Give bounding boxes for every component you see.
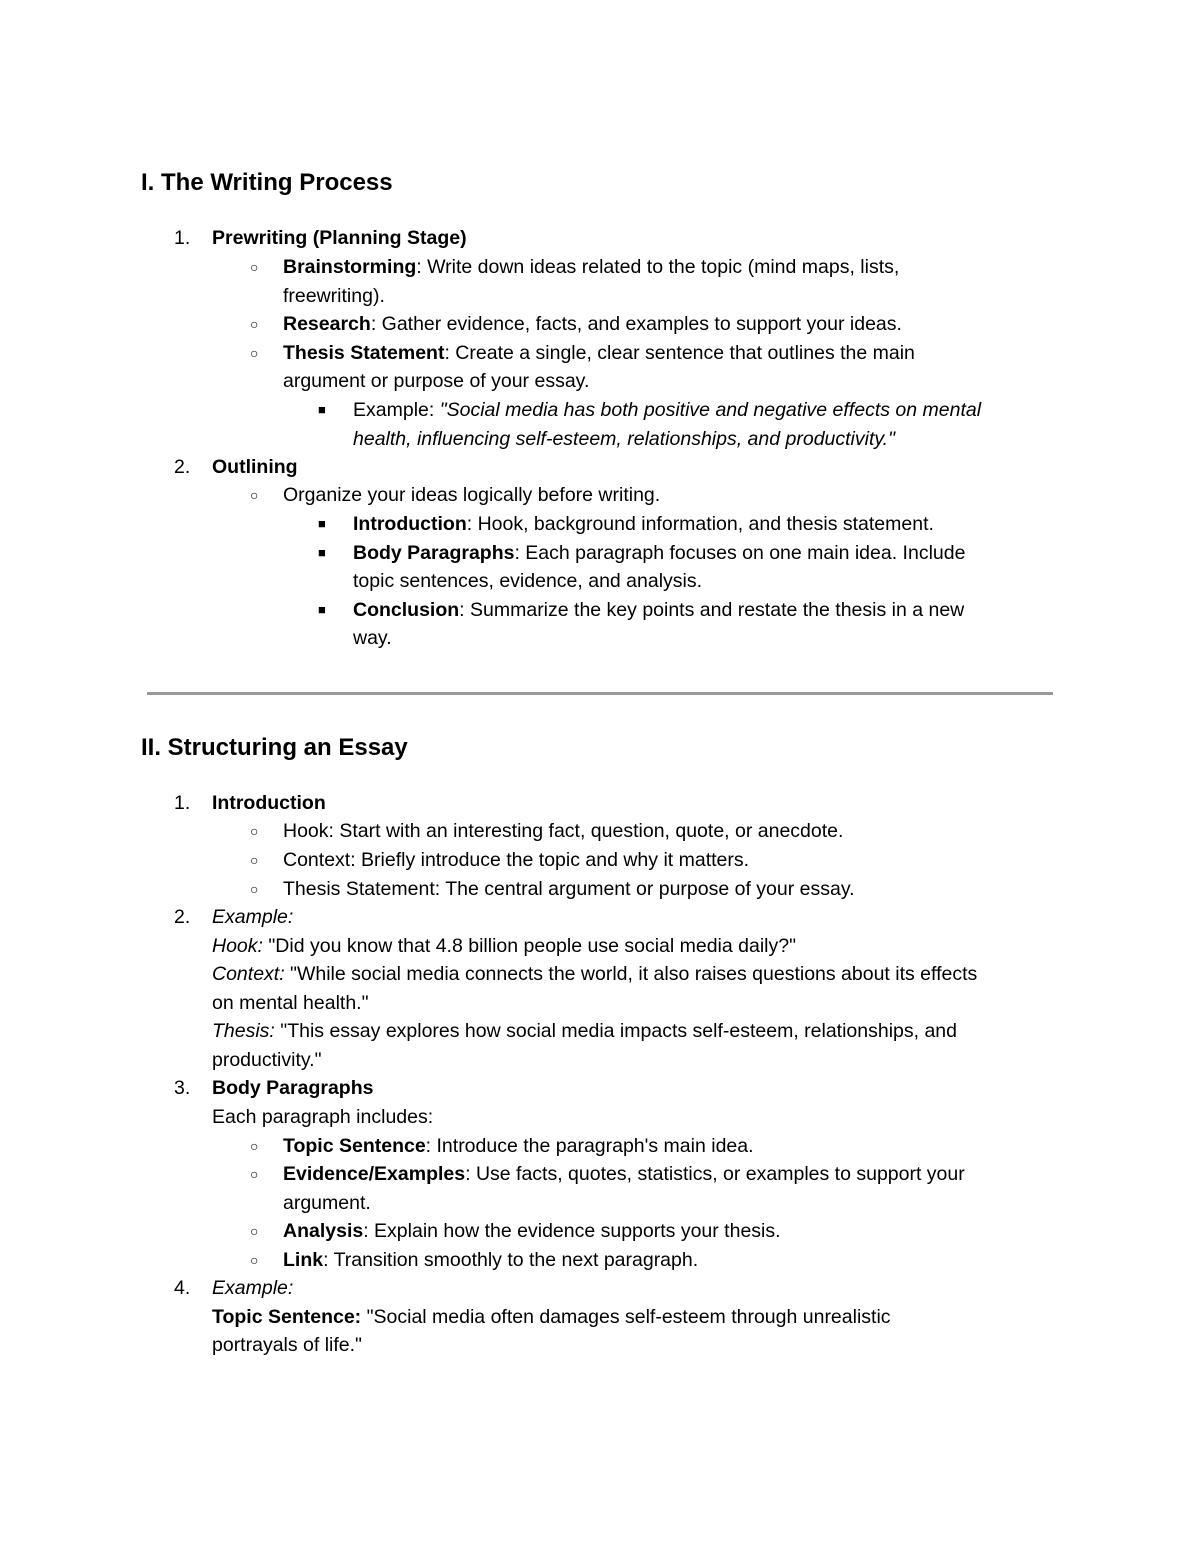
list-item: Thesis Statement: The central argument or purpose of your essay.: [283, 878, 855, 900]
list-item: Analysis: Explain how the evidence supports your thesis.: [283, 1220, 781, 1242]
list-item-intro: Each paragraph includes:: [212, 1106, 434, 1128]
example-row: Topic Sentence: "Social media often damages self-esteem through unrealistic: [212, 1306, 891, 1328]
term: Body Paragraphs: [353, 542, 515, 564]
circle-bullet-icon: ○: [250, 1223, 259, 1239]
list-number: 2.: [174, 906, 191, 928]
section-divider: [147, 692, 1053, 695]
list-number: 1.: [174, 792, 191, 814]
example-row: Context: "While social media connects the world, it also raises questions about its effects: [212, 963, 978, 985]
circle-bullet-icon: ○: [250, 259, 259, 275]
list-item: Context: Briefly introduce the topic and why it matters.: [283, 849, 750, 871]
circle-bullet-icon: ○: [250, 852, 259, 868]
list-item: Link: Transition smoothly to the next paragraph.: [283, 1249, 699, 1271]
section-1-heading: I. The Writing Process: [141, 169, 393, 196]
list-item-continuation: argument.: [283, 1192, 371, 1214]
list-item-continuation: topic sentences, evidence, and analysis.: [353, 570, 703, 592]
circle-bullet-icon: ○: [250, 487, 259, 503]
term: Topic Sentence:: [212, 1306, 362, 1328]
list-number: 2.: [174, 456, 191, 478]
term: Brainstorming: [283, 256, 417, 278]
list-item-continuation: freewriting).: [283, 285, 385, 307]
list-item: Example: "Social media has both positive and negative effects on mental: [353, 399, 982, 421]
circle-bullet-icon: ○: [250, 1166, 259, 1182]
list-item-continuation: way.: [353, 627, 392, 649]
example-row: portrayals of life.": [212, 1334, 362, 1356]
term: Thesis Statement: [283, 342, 445, 364]
circle-bullet-icon: ○: [250, 1138, 259, 1154]
example-row: Thesis: "This essay explores how social media impacts self-esteem, relationships, and: [212, 1020, 957, 1042]
list-item-label: Introduction: [212, 792, 326, 814]
square-bullet-icon: ■: [318, 602, 326, 617]
circle-bullet-icon: ○: [250, 345, 259, 361]
term: Link: [283, 1249, 324, 1271]
list-number: 1.: [174, 227, 191, 249]
circle-bullet-icon: ○: [250, 316, 259, 332]
term: Introduction: [353, 513, 467, 535]
list-number: 4.: [174, 1277, 191, 1299]
list-item: Introduction: Hook, background information, and thesis statement.: [353, 513, 934, 535]
list-item: Organize your ideas logically before writing.: [283, 484, 661, 506]
list-item: Topic Sentence: Introduce the paragraph's main idea.: [283, 1135, 754, 1157]
list-item: Conclusion: Summarize the key points and restate the thesis in a new: [353, 599, 965, 621]
list-number: 3.: [174, 1077, 191, 1099]
list-item: Body Paragraphs: Each paragraph focuses on one main idea. Include: [353, 542, 966, 564]
list-item-label: Prewriting (Planning Stage): [212, 227, 467, 249]
list-item: Brainstorming: Write down ideas related to the topic (mind maps, lists,: [283, 256, 900, 278]
list-item-continuation: argument or purpose of your essay.: [283, 370, 590, 392]
section-2-heading: II. Structuring an Essay: [141, 734, 408, 761]
list-item-continuation: health, influencing self-esteem, relationships, and productivity.": [353, 428, 896, 450]
circle-bullet-icon: ○: [250, 1252, 259, 1268]
list-item: Evidence/Examples: Use facts, quotes, statistics, or examples to support your: [283, 1163, 965, 1185]
list-item: Research: Gather evidence, facts, and examples to support your ideas.: [283, 313, 902, 335]
example-row: on mental health.": [212, 992, 369, 1014]
list-item: Hook: Start with an interesting fact, question, quote, or anecdote.: [283, 820, 844, 842]
term: Research: [283, 313, 371, 335]
term: Conclusion: [353, 599, 460, 621]
list-item-label: Example:: [212, 906, 294, 928]
square-bullet-icon: ■: [318, 545, 326, 560]
list-item-label: Body Paragraphs: [212, 1077, 374, 1099]
term: Topic Sentence: [283, 1135, 426, 1157]
example-row: Hook: "Did you know that 4.8 billion people use social media daily?": [212, 935, 797, 957]
square-bullet-icon: ■: [318, 402, 326, 417]
list-item: Thesis Statement: Create a single, clear sentence that outlines the main: [283, 342, 915, 364]
term: Analysis: [283, 1220, 364, 1242]
example-row: productivity.": [212, 1049, 322, 1071]
list-item-label: Example:: [212, 1277, 294, 1299]
list-item-label: Outlining: [212, 456, 298, 478]
circle-bullet-icon: ○: [250, 823, 259, 839]
circle-bullet-icon: ○: [250, 881, 259, 897]
square-bullet-icon: ■: [318, 516, 326, 531]
term: Evidence/Examples: [283, 1163, 466, 1185]
